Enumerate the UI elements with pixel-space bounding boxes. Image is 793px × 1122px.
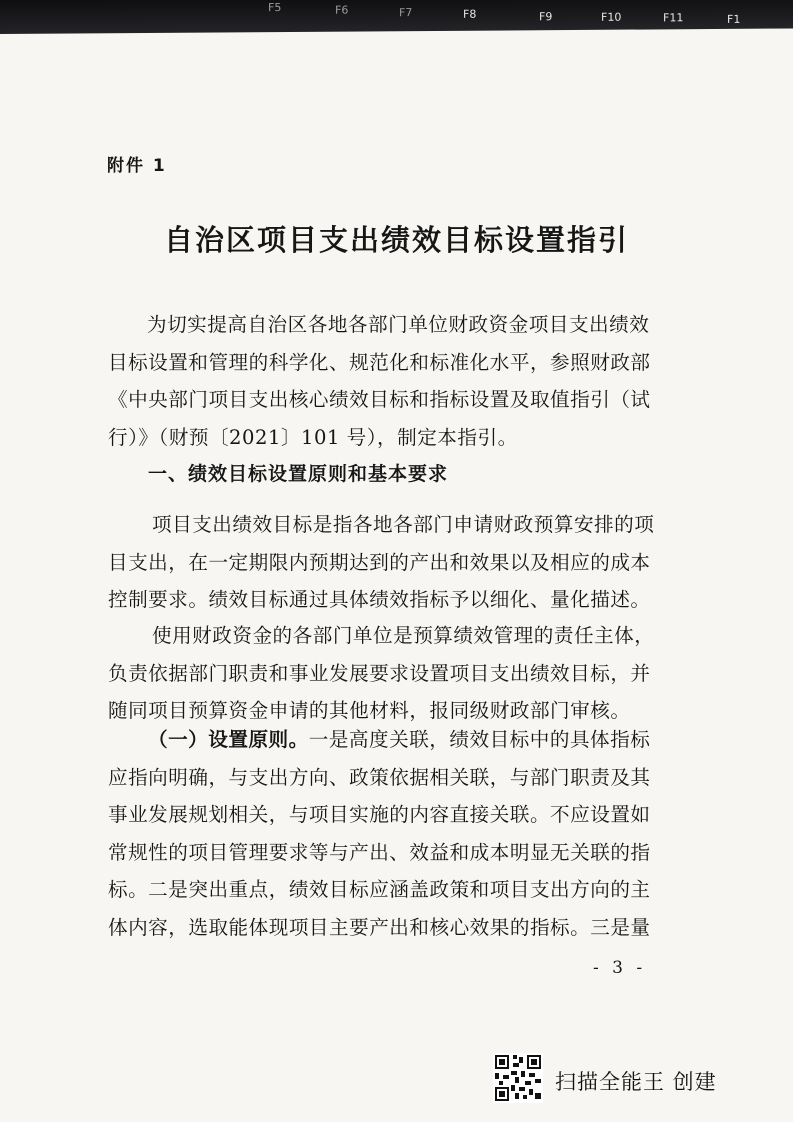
paragraph-2 (108, 617, 676, 730)
attachment-label: 附件 1 (107, 156, 167, 176)
keyboard-strip (0, 0, 793, 34)
para1-line-3: 控制要求。绩效目标通过具体绩效指标予以细化、量化描述。 (108, 588, 651, 611)
qr-code-icon (493, 1053, 543, 1103)
document-title: 自治区项目支出绩效目标设置指引 (163, 223, 629, 257)
intro-line-4: 行）》（财预〔2021〕101 号），制定本指引。 (108, 425, 518, 449)
key-f5: F5 (268, 1, 282, 15)
para3-line-6: 体内容，选取能体现项目主要产出和核心效果的指标。三是量 (108, 915, 651, 939)
para1-line-1: 项目支出绩效目标是指各地各部门申请财政预算安排的项 (152, 513, 655, 536)
para2-line-3: 随同项目预算资金申请的其他材料，报同级财政部门审核。 (108, 699, 631, 722)
para3-line-4: 常规性的项目管理要求等与产出、效益和成本明显无关联的指 (108, 840, 651, 864)
key-f9: F9 (539, 10, 553, 24)
intro-line-1: 为切实提高自治区各地各部门单位财政资金项目支出绩效 (147, 313, 650, 336)
para3-lead: （一）设置原则。 (148, 728, 309, 751)
section-heading: 一、绩效目标设置原则和基本要求 (148, 463, 449, 485)
key-f10: F10 (601, 10, 622, 24)
intro-line-3: 《中央部门项目支出核心绩效目标和指标设置及取值指引（试 (108, 388, 651, 411)
key-f6: F6 (335, 3, 349, 17)
key-f8: F8 (463, 7, 477, 21)
key-f7: F7 (399, 6, 413, 20)
para3-line-1 (108, 721, 676, 759)
para2-line-1: 使用财政资金的各部门单位是预算绩效管理的责任主体， (152, 624, 655, 647)
scanner-watermark: 扫描全能王 创建 (555, 1070, 717, 1094)
para3-line-5: 标。二是突出重点，绩效目标应涵盖政策和项目支出方向的主 (108, 878, 651, 901)
key-f11: F11 (663, 11, 684, 25)
paragraph-3 (108, 721, 676, 946)
intro-line-2: 目标设置和管理的科学化、规范化和标准化水平，参照财政部 (108, 350, 651, 374)
key-f1: F1 (727, 12, 741, 26)
para2-line-2: 负责依据部门职责和事业发展要求设置项目支出绩效目标，并 (108, 661, 651, 685)
intro-paragraph (108, 306, 676, 456)
para1-line-2: 目支出，在一定期限内预期达到的产出和效果以及相应的成本 (108, 550, 651, 574)
page-number: - 3 - (593, 958, 647, 978)
para3-line-3: 事业发展规划相关，与项目实施的内容直接关联。不应设置如 (108, 803, 651, 826)
para3-line-2: 应指向明确，与支出方向、政策依据相关联，与部门职责及其 (108, 765, 651, 789)
para3-first-rest: 一是高度关联，绩效目标中的具体指标 (308, 728, 651, 751)
paragraph-1 (108, 506, 676, 619)
